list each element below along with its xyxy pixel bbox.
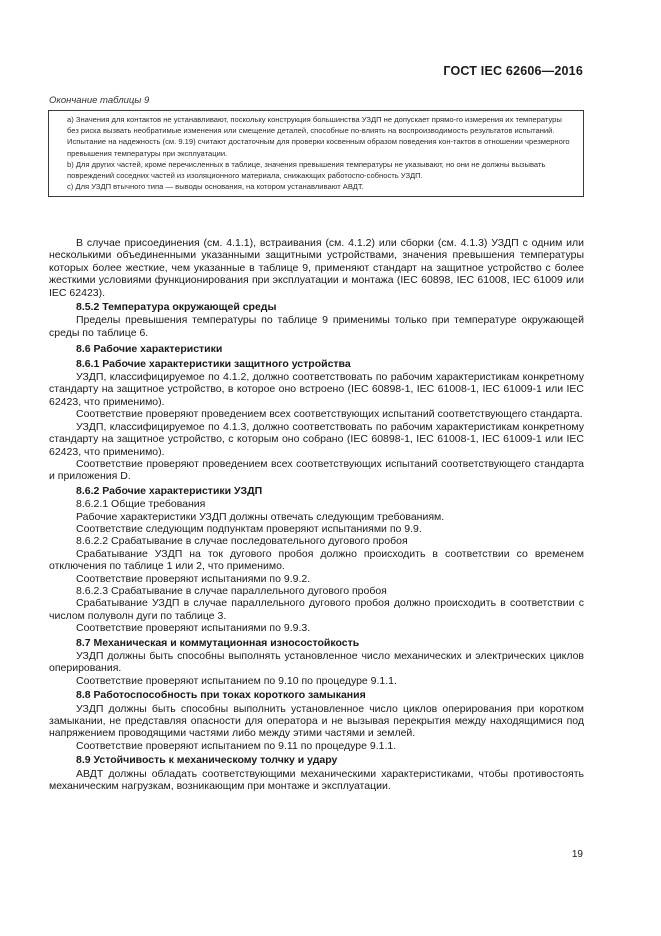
paragraph: Соответствие проверяют испытаниями по 9.9.3. (76, 622, 311, 635)
paragraph: Соответствие проверяют испытанием по 9.10 по процедуре 9.1.1. (76, 674, 397, 687)
paragraph: Рабочие характеристики УЗДП должны отвечать следующим требованиям. (76, 510, 445, 523)
paragraph: Соответствие проверяют проведением всех соответствующих испытаний соответствующего стандарта. (76, 408, 583, 421)
paragraph: УЗДП должны быть способны выполнять установленное число механических и электрических циклов оперирования. (49, 650, 584, 675)
paragraph: В случае присоединения (см. 4.1.1), встраивания (см. 4.1.2) или сборки (см. 4.1.3) УЗДП с одним или несколькими объединенными указанными защитными устройствами, значения превышения температуры которых более жесткие, чем указанные в таблице 9, применяют стандарт на защитное устройство с более жесткими условиями функционирования при эксплуатации и монтажа (IEC 60898, IEC 61008, IEC 61009 или IEC 62423). (49, 237, 584, 299)
section-heading-8-8: 8.8 Работоспособность при токах короткого замыкания (76, 689, 366, 702)
section-heading-8-6-1: 8.6.1 Рабочие характеристики защитного устройства (76, 357, 351, 370)
paragraph: Пределы превышения температуры по таблице 9 применимы только при температуре окружающей среды по таблице 6. (49, 314, 584, 339)
section-heading-8-6-2: 8.6.2 Рабочие характеристики УЗДП (76, 484, 263, 497)
paragraph: Срабатывание УЗДП на ток дугового пробоя должно происходить в соответствии со временем отключения по таблице 1 или 2, что применимо. (49, 547, 584, 573)
paragraph: Соответствие следующим подпунктам проверяют испытаниями по 9.9. (76, 522, 422, 535)
section-heading-8-5-2: 8.5.2 Температура окружающей среды (76, 301, 277, 314)
note-b: b) Для других частей, кроме перечисленных в таблице, значения превышения температуры не указывают, но они не должны вызывать повреждений соседних частей из изоляционного материала, снижающих работоспо-собность УЗДП. (67, 159, 546, 181)
paragraph: Срабатывание УЗДП в случае параллельного дугового пробоя должно происходить в соответствии с числом полуволн дуги по таблице 3. (49, 597, 584, 622)
section-heading-8-6: 8.6 Рабочие характеристики (76, 343, 223, 356)
paragraph: Соответствие проверяют испытанием по 9.11 по процедуре 9.1.1. (76, 739, 397, 752)
section-heading-8-7: 8.7 Механическая и коммутационная износостойкость (76, 636, 360, 649)
paragraph: УЗДП должны быть способны выполнить установленное число циклов оперирования при коротком замыкании, не представляя опасности для оператора и не вызывая перекрытия между находящимися под напряжением проводящими частями либо между этими частями и землей. (49, 702, 584, 740)
paragraph: УЗДП, классифицируемое по 4.1.2, должно соответствовать по рабочим характеристикам конкретному стандарту на защитное устройство, в которое оно встроено (IEC 60898-1, IEC 61008-1, IEC 61009-1 или IEC 62423, что применимо). (49, 371, 584, 408)
note-a-cont: Испытание на надежность (см. 9.19) считают достаточным для проверки косвенным образом поведения кон-тактов в отношении чрезмерного превышения температуры при эксплуатации. (67, 137, 570, 158)
note-a: а) Значения для контактов не устанавливают, поскольку конструкция большинства УЗДП не допускает прямо-го измерения их температуры без риска вызвать необратимые изменения или смещение деталей, способные по-влиять на воспроизводимость результатов испытаний. (67, 115, 562, 136)
section-heading-8-9: 8.9 Устойчивость к механическому толчку и удару (76, 754, 338, 767)
subsection-8-6-2-3: 8.6.2.3 Срабатывание в случае параллельного дугового пробоя (76, 584, 387, 597)
note-c: с) Для УЗДП втычного типа — выводы основания, на котором устанавливают АВДТ. (67, 182, 364, 192)
paragraph: Соответствие проверяют проведением всех соответствующих испытаний соответствующего стандарта и приложения D. (49, 457, 584, 483)
document-id: ГОСТ IEC 62606—2016 (443, 64, 583, 78)
paragraph: УЗДП, классифицируемое по 4.1.3, должно соответствовать по рабочим характеристикам конкретному стандарту на защитное устройство, с которым оно собрано (IEC 60898-1, IEC 61008-1, IEC 61009-1 или IEC 62423, что применимо). (49, 420, 584, 458)
body-text (49, 237, 584, 793)
page-number: 19 (571, 849, 583, 860)
subsection-8-6-2-2: 8.6.2.2 Срабатывание в случае последовательного дугового пробоя (76, 535, 408, 548)
table-notes-box (48, 110, 584, 197)
paragraph: Соответствие проверяют испытаниями по 9.9.2. (76, 572, 311, 585)
paragraph: АВДТ должны обладать соответствующими механическими характеристиками, чтобы противостоять механическим нагрузкам, возникающим при монтаже и эксплуатации. (49, 767, 584, 793)
subsection-8-6-2-1: 8.6.2.1 Общие требования (76, 498, 206, 511)
table-caption: Окончание таблицы 9 (49, 95, 150, 106)
